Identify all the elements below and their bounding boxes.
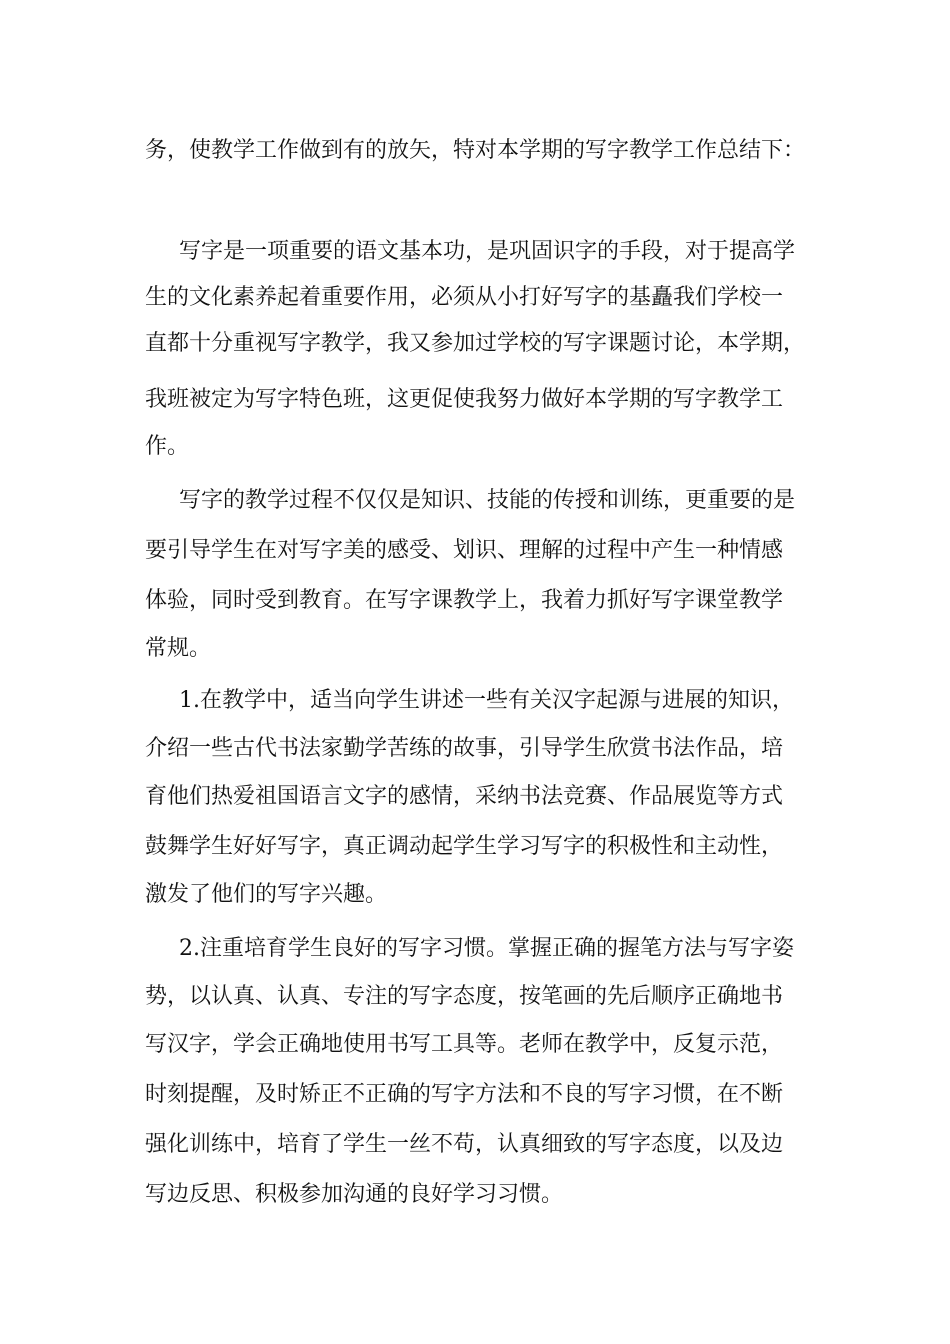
paragraph-line: 写汉字，学会正确地使用书写工具等。老师在教学中，反复示范， [145, 1032, 784, 1057]
paragraph-line: 鼓舞学生好好写字，真正调动起学生学习写字的积极性和主动性， [145, 834, 784, 859]
paragraph-line: 作。 [145, 434, 190, 459]
paragraph-line: 体验，同时受到教育。在写字课教学上，我着力抓好写字课堂教学 [145, 588, 784, 613]
paragraph-line: 势，以认真、认真、专注的写字态度，按笔画的先后顺序正确地书 [145, 984, 784, 1009]
paragraph-line: 时刻提醒，及时矫正不正确的写字方法和不良的写字习惯，在不断 [145, 1082, 784, 1107]
paragraph-line: 写字是一项重要的语文基本功，是巩固识字的手段，对于提高学 [179, 239, 796, 264]
paragraph-line: 直都十分重视写字教学，我又参加过学校的写字课题讨论，本学期， [145, 331, 806, 356]
paragraph-line: 介绍一些古代书法家勤学苦练的故事，引导学生欣赏书法作品，培 [145, 736, 784, 761]
paragraph-line: 务，使教学工作做到有的放矢，特对本学期的写字教学工作总结下： [145, 138, 806, 163]
paragraph-line: 1.在教学中，适当向学生讲述一些有关汉字起源与进展的知识， [179, 688, 794, 713]
paragraph-line: 育他们热爱祖国语言文字的感情，采纳书法竞赛、作品展览等方式 [145, 784, 784, 809]
paragraph-line: 生的文化素养起着重要作用，必须从小打好写字的基矗我们学校一 [145, 285, 784, 310]
paragraph-line: 强化训练中，培育了学生一丝不苟，认真细致的写字态度，以及边 [145, 1132, 784, 1157]
paragraph-line: 激发了他们的写字兴趣。 [145, 882, 388, 907]
paragraph-line: 常规。 [145, 636, 212, 661]
paragraph-line: 写字的教学过程不仅仅是知识、技能的传授和训练，更重要的是 [179, 488, 796, 513]
paragraph-line: 要引导学生在对写字美的感受、划识、理解的过程中产生一种情感 [145, 538, 784, 563]
paragraph-line: 我班被定为写字特色班，这更促使我努力做好本学期的写字教学工 [145, 387, 784, 412]
paragraph-line: 写边反思、积极参加沟通的良好学习习惯。 [145, 1182, 564, 1207]
paragraph-line: 2.注重培育学生良好的写字习惯。掌握正确的握笔方法与写字姿 [179, 936, 794, 961]
